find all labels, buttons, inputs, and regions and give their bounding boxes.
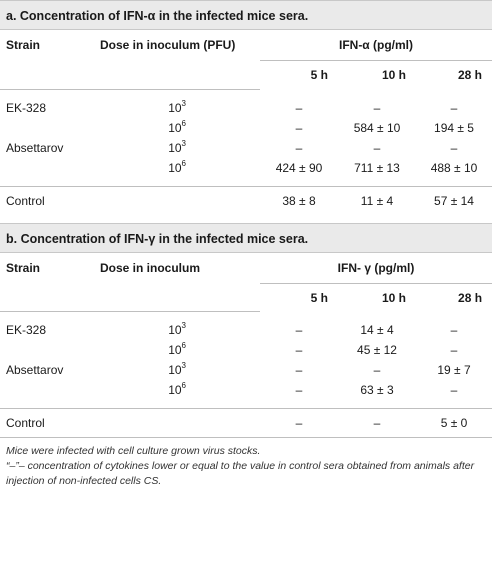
table-row xyxy=(0,380,492,400)
table-row xyxy=(0,138,492,158)
dose-cell: $10^6$ xyxy=(168,158,186,175)
strain-cell xyxy=(0,380,100,400)
table-a xyxy=(0,30,492,223)
value-cell: – xyxy=(450,383,458,397)
value-cell: – xyxy=(373,363,381,377)
footnote-infection: Mice were infected with cell culture grown virus stocks. xyxy=(6,445,261,457)
table-row-control xyxy=(0,409,492,438)
strain-cell: EK-328 xyxy=(6,323,47,337)
table-row xyxy=(0,320,492,340)
table-footnotes xyxy=(0,438,492,489)
value-cell: 194 ± 5 xyxy=(434,120,474,135)
table-b-time-28h: 28 h xyxy=(458,290,483,305)
footnote-dash-definition: “–”– concentration of cytokines lower or equal to the value in control sera obtained from animals after injection of non-infected cells CS. xyxy=(6,460,475,487)
value-cell: – xyxy=(295,363,303,377)
table-b-time-5h: 5 h xyxy=(310,290,328,305)
value-cell: – xyxy=(450,323,458,337)
table-row xyxy=(0,118,492,138)
value-cell: 488 ± 10 xyxy=(430,160,478,175)
table-b-strain-header: Strain xyxy=(6,260,41,275)
value-cell: – xyxy=(373,100,381,115)
table-a-dose-header: Dose in inoculum (PFU) xyxy=(100,38,236,53)
dose-cell: $10^3$ xyxy=(168,321,186,337)
table-row xyxy=(0,158,492,178)
table-b xyxy=(0,253,492,439)
table-a-strain-header: Strain xyxy=(6,38,41,53)
value-cell: 38 ± 8 xyxy=(260,186,338,215)
strain-cell: Control xyxy=(0,409,100,438)
value-cell: 14 ± 4 xyxy=(360,323,394,337)
value-cell: 11 ± 4 xyxy=(338,186,416,215)
value-cell: – xyxy=(373,140,381,155)
strain-cell xyxy=(0,340,100,360)
table-b-time-10h: 10 h xyxy=(381,290,406,305)
table-a-time-28h: 28 h xyxy=(458,68,483,82)
value-cell: 711 ± 13 xyxy=(354,160,400,175)
value-cell: 5 ± 0 xyxy=(416,409,492,438)
dose-cell: $10^3$ xyxy=(168,138,186,155)
value-cell: 424 ± 90 xyxy=(275,160,323,175)
table-row-control xyxy=(0,186,492,215)
value-cell: – xyxy=(295,100,303,115)
dose-cell: $10^6$ xyxy=(168,381,186,397)
table-row xyxy=(0,340,492,360)
value-cell: – xyxy=(295,140,303,155)
value-cell: – xyxy=(450,140,458,155)
value-cell: – xyxy=(295,323,303,337)
value-cell: 45 ± 12 xyxy=(357,343,397,357)
table-a-time-10h: 10 h xyxy=(381,68,406,82)
value-cell: – xyxy=(295,120,303,135)
table-a-ifn-alpha-header: IFN-α (pg/ml) xyxy=(260,30,492,61)
value-cell: 57 ± 14 xyxy=(416,186,492,215)
dose-cell: $10^6$ xyxy=(168,341,186,357)
table-b-caption: b. Concentration of IFN-γ in the infected mice sera. xyxy=(0,223,492,253)
value-cell: – xyxy=(450,100,458,115)
table-b-ifn-gamma-header: IFN- γ (pg/ml) xyxy=(260,253,492,284)
dose-cell: $10^3$ xyxy=(168,98,186,115)
table-a-time-5h: 5 h xyxy=(310,68,328,82)
value-cell: – xyxy=(338,409,416,438)
value-cell: – xyxy=(295,383,303,397)
strain-cell: EK-328 xyxy=(6,100,47,115)
value-cell: 19 ± 7 xyxy=(437,363,471,377)
table-row xyxy=(0,360,492,380)
strain-cell xyxy=(0,118,100,138)
dose-cell: $10^6$ xyxy=(168,118,186,135)
table-a-caption: a. Concentration of IFN-α in the infected mice sera. xyxy=(0,0,492,30)
table-b-dose-header: Dose in inoculum xyxy=(100,260,201,275)
strain-cell: Absettarov xyxy=(6,363,64,377)
value-cell: – xyxy=(295,343,303,357)
strain-cell: Absettarov xyxy=(6,140,64,155)
value-cell: 584 ± 10 xyxy=(353,120,401,135)
value-cell: 63 ± 3 xyxy=(360,383,394,397)
strain-cell: Control xyxy=(0,186,100,215)
table-row xyxy=(0,98,492,118)
value-cell: – xyxy=(260,409,338,438)
value-cell: – xyxy=(450,343,458,357)
strain-cell xyxy=(0,158,100,178)
dose-cell: $10^3$ xyxy=(168,361,186,377)
